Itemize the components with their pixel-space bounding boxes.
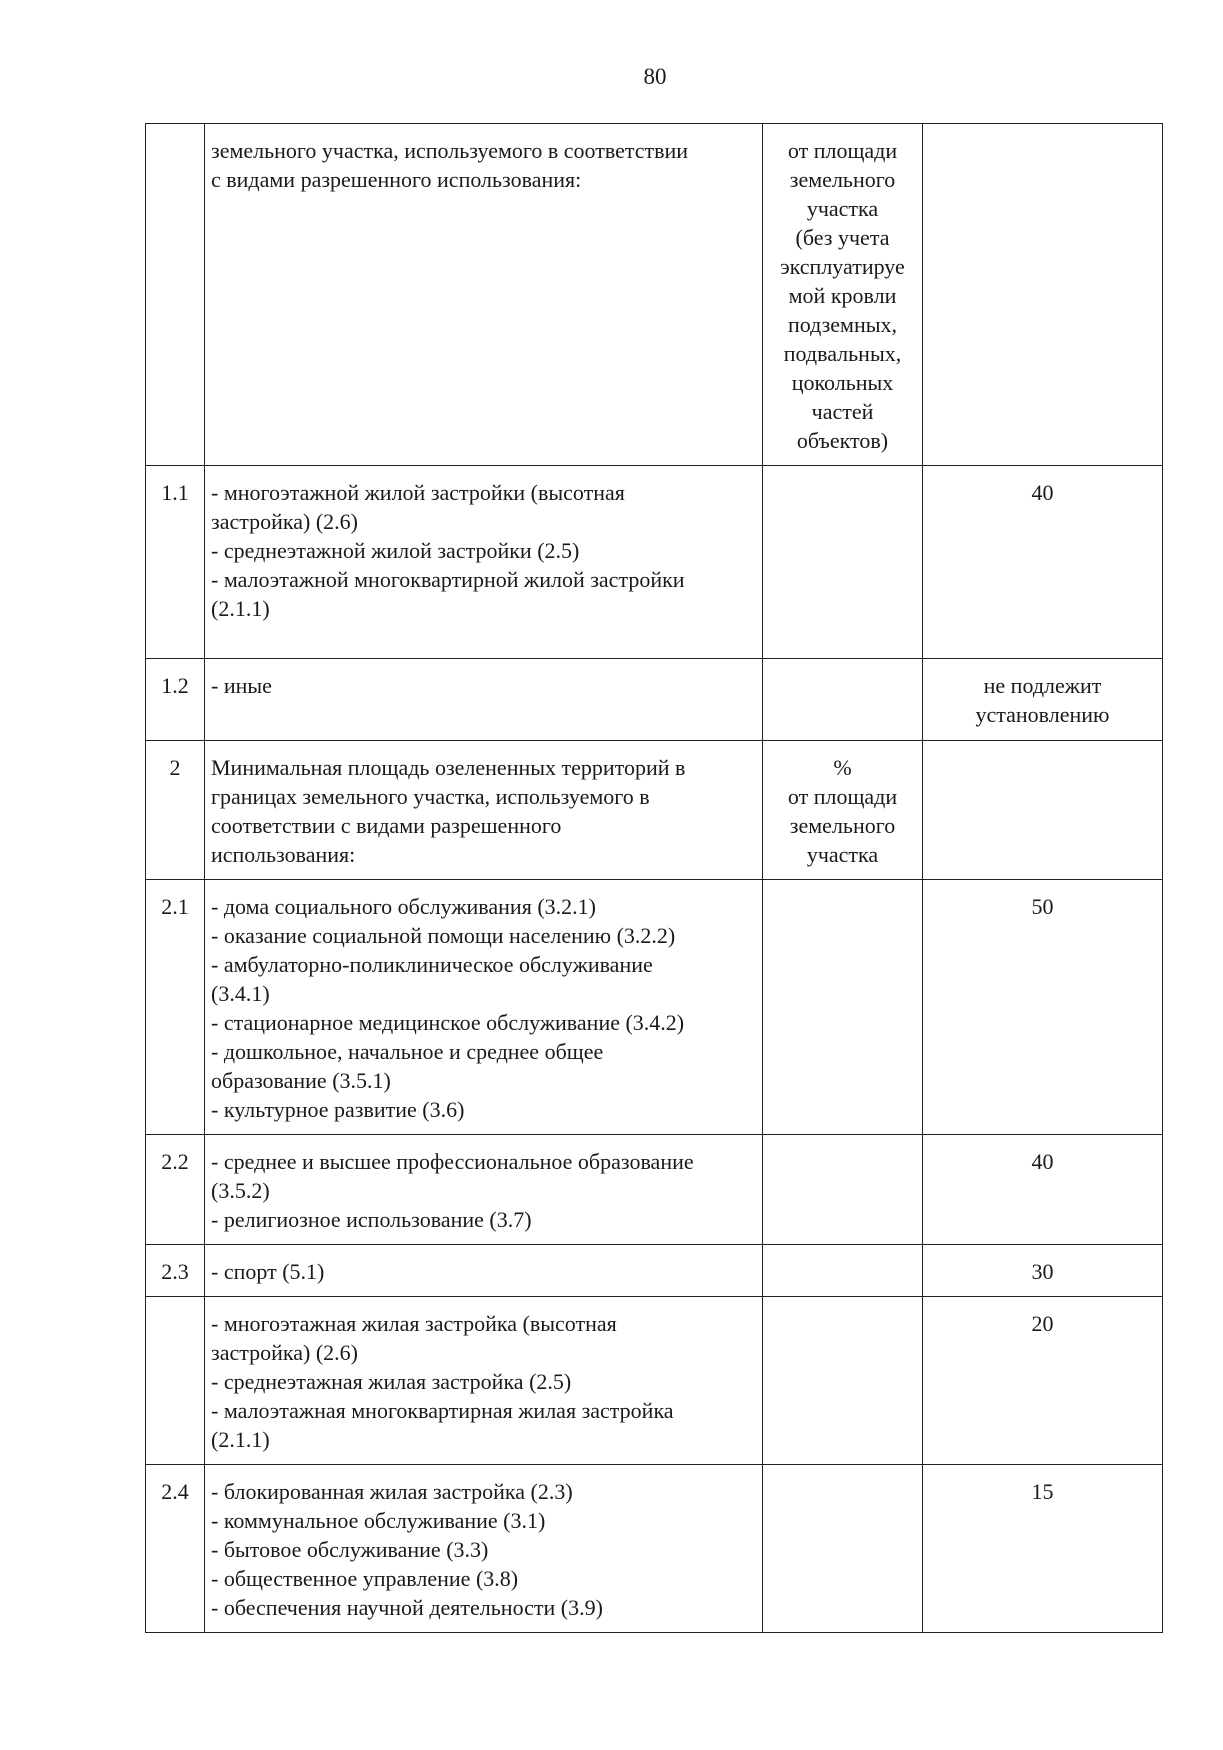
description-line: образование (3.5.1) bbox=[211, 1068, 391, 1093]
row-number: 2.4 bbox=[146, 1465, 205, 1633]
value-text: 40 bbox=[1031, 480, 1054, 505]
table-row bbox=[146, 741, 1163, 880]
description-line: - бытовое обслуживание (3.3) bbox=[211, 1537, 489, 1562]
description-line: (3.5.2) bbox=[211, 1178, 270, 1203]
description-line: - среднее и высшее профессиональное образование bbox=[211, 1149, 694, 1174]
description-line: - дошкольное, начальное и среднее общее bbox=[211, 1039, 604, 1064]
row-unit bbox=[763, 741, 923, 880]
value-text: 20 bbox=[1031, 1311, 1054, 1336]
unit-text: от площади земельного участка (без учета эксплуатируе мой кровли подземных, подвальных, цокольных частей объектов) bbox=[780, 138, 905, 453]
row-unit bbox=[763, 1245, 923, 1297]
row-description bbox=[205, 1297, 763, 1465]
description-line: - среднеэтажной жилой застройки (2.5) bbox=[211, 538, 580, 563]
value-text: 15 bbox=[1031, 1479, 1054, 1504]
description-line: - малоэтажной многоквартирной жилой застройки bbox=[211, 567, 685, 592]
description-line: - многоэтажная жилая застройка (высотная bbox=[211, 1311, 617, 1336]
page-number: 80 bbox=[643, 64, 667, 89]
description-line: Минимальная площадь озелененных территорий в bbox=[211, 755, 686, 780]
description-line: - дома социального обслуживания (3.2.1) bbox=[211, 894, 596, 919]
row-value bbox=[923, 124, 1163, 466]
row-unit bbox=[763, 1297, 923, 1465]
row-number: 2 bbox=[146, 741, 205, 880]
table-row bbox=[146, 124, 1163, 466]
row-value bbox=[923, 659, 1163, 741]
regulations-table bbox=[145, 123, 1163, 1633]
row-description bbox=[205, 466, 763, 659]
table-row bbox=[146, 880, 1163, 1135]
description-line: - многоэтажной жилой застройки (высотная bbox=[211, 480, 625, 505]
description-line: с видами разрешенного использования: bbox=[211, 167, 582, 192]
description-line: - общественное управление (3.8) bbox=[211, 1566, 519, 1591]
row-description bbox=[205, 124, 763, 466]
table-row bbox=[146, 1245, 1163, 1297]
description-line: - иные bbox=[211, 673, 272, 698]
row-number bbox=[146, 124, 205, 466]
row-unit bbox=[763, 1465, 923, 1633]
row-unit bbox=[763, 880, 923, 1135]
row-description bbox=[205, 741, 763, 880]
row-description bbox=[205, 1465, 763, 1633]
row-unit bbox=[763, 124, 923, 466]
description-line: застройка) (2.6) bbox=[211, 1340, 358, 1365]
row-number: 2.3 bbox=[146, 1245, 205, 1297]
description-line: (3.4.1) bbox=[211, 981, 270, 1006]
value-text: не подлежит установлению bbox=[975, 673, 1110, 727]
row-number: 1.1 bbox=[146, 466, 205, 659]
description-line: соответствии с видами разрешенного bbox=[211, 813, 562, 838]
row-unit bbox=[763, 1135, 923, 1245]
value-text: 30 bbox=[1031, 1259, 1054, 1284]
unit-text: % от площади земельного участка bbox=[787, 755, 898, 867]
description-line: - обеспечения научной деятельности (3.9) bbox=[211, 1595, 603, 1620]
row-number bbox=[146, 1297, 205, 1465]
table-row bbox=[146, 1297, 1163, 1465]
row-value bbox=[923, 1135, 1163, 1245]
description-line: - блокированная жилая застройка (2.3) bbox=[211, 1479, 573, 1504]
row-unit bbox=[763, 466, 923, 659]
row-description bbox=[205, 880, 763, 1135]
description-line: - малоэтажная многоквартирная жилая застройка bbox=[211, 1398, 674, 1423]
value-text: 50 bbox=[1031, 894, 1054, 919]
description-line: использования: bbox=[211, 842, 356, 867]
row-number: 2.1 bbox=[146, 880, 205, 1135]
row-value bbox=[923, 1465, 1163, 1633]
row-value bbox=[923, 880, 1163, 1135]
table-row bbox=[146, 466, 1163, 659]
row-number: 1.2 bbox=[146, 659, 205, 741]
row-number: 2.2 bbox=[146, 1135, 205, 1245]
row-value bbox=[923, 1297, 1163, 1465]
row-description bbox=[205, 1135, 763, 1245]
description-line: - религиозное использование (3.7) bbox=[211, 1207, 532, 1232]
description-line: - оказание социальной помощи населению (3.2.2) bbox=[211, 923, 676, 948]
description-line: застройка) (2.6) bbox=[211, 509, 358, 534]
description-line: (2.1.1) bbox=[211, 596, 270, 621]
description-line: - амбулаторно-поликлиническое обслуживание bbox=[211, 952, 653, 977]
value-text: 40 bbox=[1031, 1149, 1054, 1174]
description-line: (2.1.1) bbox=[211, 1427, 270, 1452]
description-line: - среднеэтажная жилая застройка (2.5) bbox=[211, 1369, 572, 1394]
description-line: границах земельного участка, используемого в bbox=[211, 784, 650, 809]
description-line: - культурное развитие (3.6) bbox=[211, 1097, 465, 1122]
row-value bbox=[923, 1245, 1163, 1297]
row-unit bbox=[763, 659, 923, 741]
description-line: - спорт (5.1) bbox=[211, 1259, 325, 1284]
table-row bbox=[146, 659, 1163, 741]
table-row bbox=[146, 1465, 1163, 1633]
table-row bbox=[146, 1135, 1163, 1245]
row-value bbox=[923, 466, 1163, 659]
row-value bbox=[923, 741, 1163, 880]
description-line: - коммунальное обслуживание (3.1) bbox=[211, 1508, 546, 1533]
description-line: - стационарное медицинское обслуживание (3.4.2) bbox=[211, 1010, 685, 1035]
row-description bbox=[205, 659, 763, 741]
row-description bbox=[205, 1245, 763, 1297]
description-line: земельного участка, используемого в соответствии bbox=[211, 138, 689, 163]
